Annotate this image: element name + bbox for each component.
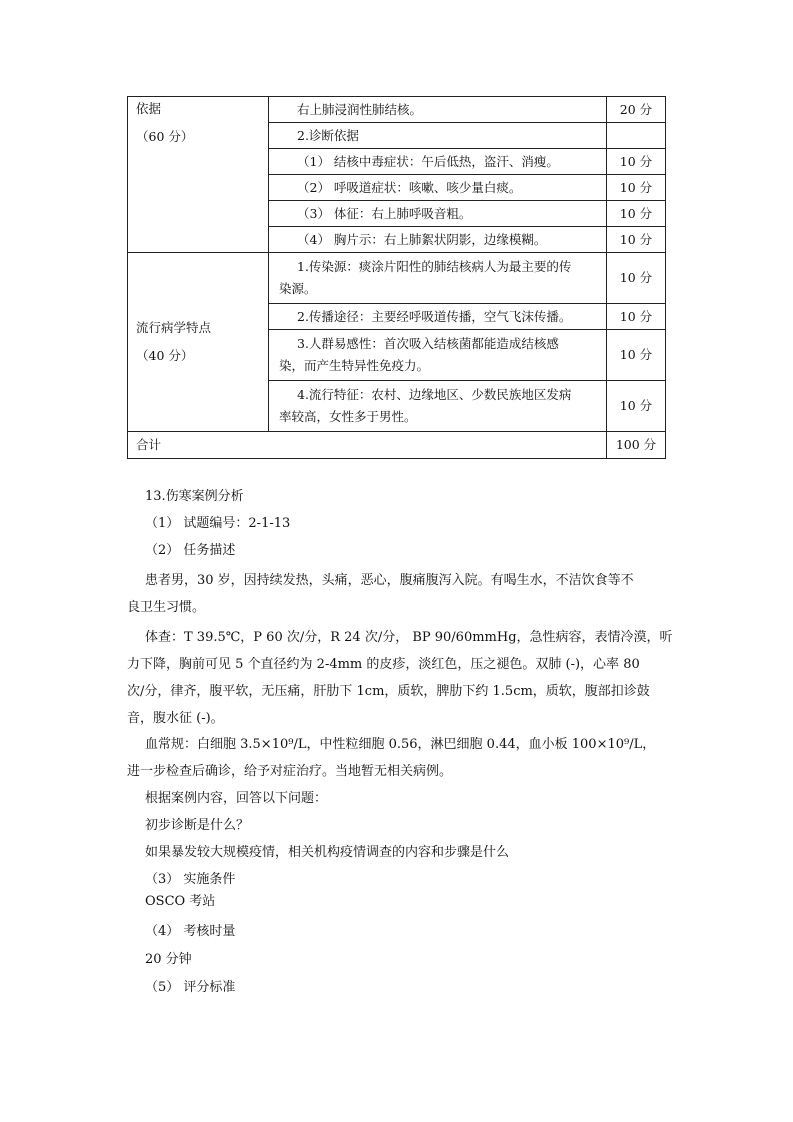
points-cell: 10 分: [607, 330, 666, 381]
total-label: 合计: [128, 432, 607, 459]
points-cell: [607, 123, 666, 149]
question-1: 初步诊断是什么？: [145, 818, 250, 833]
item-scoring: （5） 评分标准: [145, 980, 236, 995]
category-cell-basis: [128, 97, 269, 253]
paragraph-blood: 血常规：白细胞 3.5×10⁹/L，中性粒细胞 0.56，淋巴细胞 0.44，血小板 100×10⁹/L， 进一步检查后确诊，给予对症治疗。当地暂无相关病例。: [127, 737, 656, 779]
points-cell: 10 分: [607, 175, 666, 201]
points-cell: 10 分: [607, 201, 666, 227]
table-row-total: [128, 432, 666, 459]
category-label: 流行病学特点: [136, 320, 212, 335]
category-label: 依据: [136, 101, 162, 116]
criteria-cell: 2.传播途径：主要经呼吸道传播，空气飞沫传播。: [269, 304, 607, 330]
item-duration-value: 20 分钟: [145, 952, 192, 967]
item-conditions: （3） 实施条件: [145, 872, 236, 887]
criteria-cell: （2） 呼吸道症状：咳嗽、咳少量白痰。: [269, 175, 607, 201]
item-conditions-value: OSCO 考站: [145, 894, 216, 909]
criteria-cell: 4.流行特征：农村、边缘地区、少数民族地区发病 率较高，女性多于男性。: [269, 381, 607, 432]
points-cell: 20 分: [607, 97, 666, 123]
criteria-cell: 1.传染源：痰涂片阳性的肺结核病人为最主要的传 染源。: [269, 253, 607, 304]
category-cell-epidemiology: [128, 253, 269, 432]
scoring-table: [127, 96, 666, 459]
criteria-cell: 右上肺浸润性肺结核。: [269, 97, 607, 123]
question-2: 如果暴发较大规模疫情，相关机构疫情调查的内容和步骤是什么: [145, 845, 510, 860]
category-score: （40 分）: [136, 348, 194, 363]
points-cell: 10 分: [607, 381, 666, 432]
paragraph-exam: 体查：T 39.5℃，P 60 次/分，R 24 次/分， BP 90/60mmHg，急性病容，表情冷漠，听 力下降，胸前可见 5 个直径约为 2-4mm 的皮疹，淡红色，压之褪色。双肺 (-)，心率 80 次/分，律齐，腹平软，无压痛，肝肋下 1cm，质软，脾肋下约 1.5cm，质软，腹部扣诊鼓 音，腹水征 (-)。: [127, 630, 673, 726]
item-duration: （4） 考核时量: [145, 924, 236, 939]
criteria-cell: 3.人群易感性：首次吸入结核菌都能造成结核感 染，而产生特异性免疫力。: [269, 330, 607, 381]
points-cell: 10 分: [607, 149, 666, 175]
table-row: [128, 97, 666, 123]
points-cell: 10 分: [607, 253, 666, 304]
criteria-cell: 2.诊断依据: [269, 123, 607, 149]
criteria-cell: （1） 结核中毒症状：午后低热，盗汗、消瘦。: [269, 149, 607, 175]
paragraph-patient: 患者男，30 岁，因持续发热，头痛，恶心，腹痛腹泻入院。有喝生水，不洁饮食等不 良卫生习惯。: [127, 573, 634, 615]
table-row: [128, 253, 666, 304]
item-test-number: （1） 试题编号：2-1-13: [145, 516, 291, 531]
total-points: 100 分: [607, 432, 666, 459]
item-task-description: （2） 任务描述: [145, 543, 236, 558]
category-score: （60 分）: [136, 129, 194, 144]
criteria-cell: （4） 胸片示：右上肺絮状阴影，边缘模糊。: [269, 227, 607, 253]
points-cell: 10 分: [607, 304, 666, 330]
question-prompt: 根据案例内容，回答以下问题：: [145, 791, 328, 806]
section-heading: 13.伤寒案例分析: [145, 489, 244, 504]
criteria-cell: （3） 体征：右上肺呼吸音粗。: [269, 201, 607, 227]
points-cell: 10 分: [607, 227, 666, 253]
